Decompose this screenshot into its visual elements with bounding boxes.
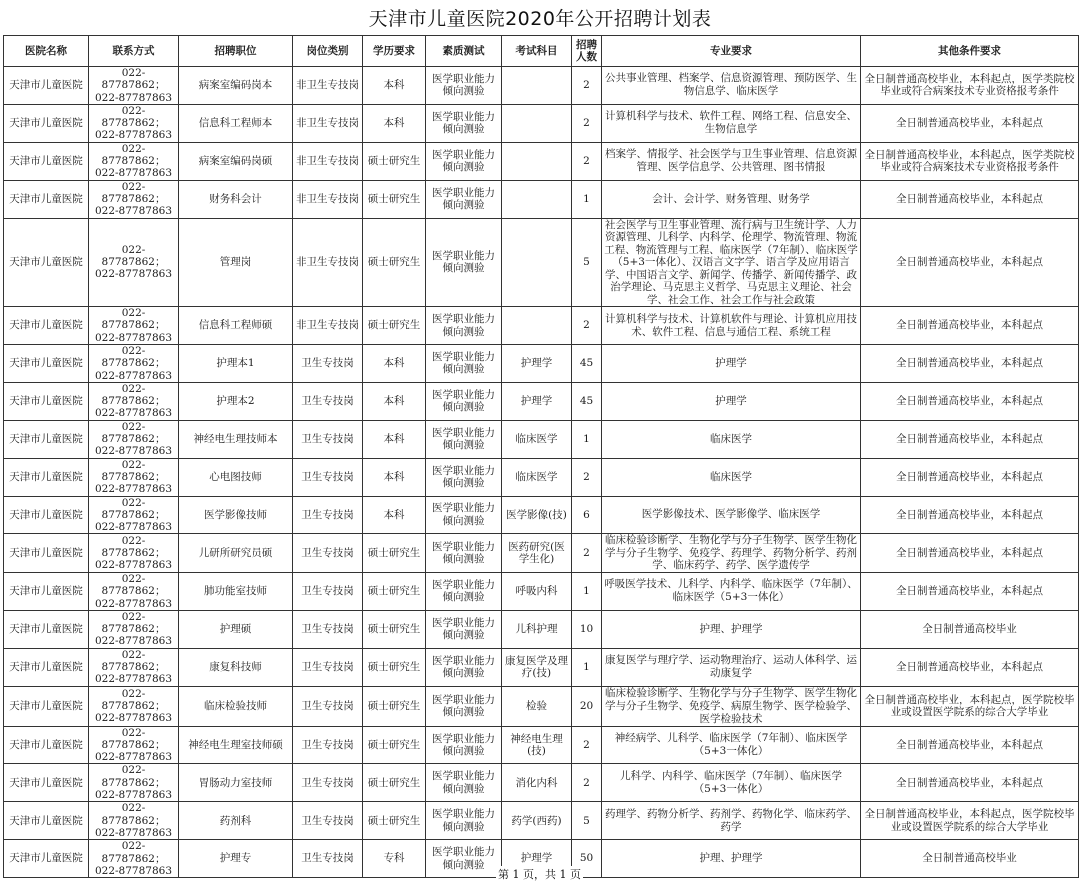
cell-education: 本科 <box>363 420 426 458</box>
cell-count: 50 <box>572 840 602 878</box>
cell-major: 计算机科学与技术、软件工程、网络工程、信息安全、生物信息学 <box>602 104 861 142</box>
cell-subject: 护理学 <box>502 344 572 382</box>
cell-count: 2 <box>572 67 602 105</box>
cell-hospital: 天津市儿童医院 <box>4 218 89 307</box>
cell-major: 档案学、情报学、社会医学与卫生事业管理、信息资源管理、医学信息学、公共管理、图书情报 <box>602 142 861 180</box>
cell-position: 财务科会计 <box>179 180 293 218</box>
cell-subject: 检验 <box>502 686 572 726</box>
col-header-count: 招聘人数 <box>572 36 602 67</box>
cell-contact: 022-87787862；022-87787863 <box>89 610 179 648</box>
cell-position: 神经电生理技师本 <box>179 420 293 458</box>
cell-position: 药剂科 <box>179 802 293 840</box>
table-row <box>4 420 1079 458</box>
cell-test: 医学职业能力倾向测验 <box>426 420 502 458</box>
cell-test: 医学职业能力倾向测验 <box>426 534 502 573</box>
cell-test: 医学职业能力倾向测验 <box>426 840 502 878</box>
cell-count: 1 <box>572 572 602 610</box>
cell-education: 硕士研究生 <box>363 572 426 610</box>
cell-category: 非卫生专技岗 <box>293 104 363 142</box>
cell-category: 卫生专技岗 <box>293 802 363 840</box>
cell-test: 医学职业能力倾向测验 <box>426 218 502 307</box>
cell-contact: 022-87787862；022-87787863 <box>89 67 179 105</box>
cell-contact: 022-87787862；022-87787863 <box>89 802 179 840</box>
cell-contact: 022-87787862；022-87787863 <box>89 420 179 458</box>
cell-count: 1 <box>572 420 602 458</box>
cell-count: 6 <box>572 496 602 534</box>
cell-hospital: 天津市儿童医院 <box>4 382 89 420</box>
header-row <box>4 36 1079 67</box>
cell-category: 卫生专技岗 <box>293 496 363 534</box>
cell-count: 2 <box>572 307 602 345</box>
cell-other: 全日制普通高校毕业，本科起点，医学类院校毕业或符合病案技术专业资格报考条件 <box>861 67 1079 105</box>
cell-hospital: 天津市儿童医院 <box>4 802 89 840</box>
cell-major: 临床医学 <box>602 458 861 496</box>
cell-position: 康复科技师 <box>179 648 293 686</box>
cell-major: 药理学、药物分析学、药剂学、药物化学、临床药学、药学 <box>602 802 861 840</box>
cell-category: 卫生专技岗 <box>293 764 363 802</box>
cell-position: 护理本2 <box>179 382 293 420</box>
cell-education: 硕士研究生 <box>363 218 426 307</box>
cell-test: 医学职业能力倾向测验 <box>426 67 502 105</box>
col-header-other: 其他条件要求 <box>861 36 1079 67</box>
cell-count: 20 <box>572 686 602 726</box>
cell-contact: 022-87787862；022-87787863 <box>89 648 179 686</box>
cell-other: 全日制普通高校毕业，本科起点，医学类院校毕业或符合病案技术专业资格报考条件 <box>861 142 1079 180</box>
col-header-education: 学历要求 <box>363 36 426 67</box>
cell-hospital: 天津市儿童医院 <box>4 726 89 764</box>
table-row <box>4 686 1079 726</box>
cell-subject: 儿科护理 <box>502 610 572 648</box>
cell-other: 全日制普通高校毕业，本科起点 <box>861 382 1079 420</box>
col-header-category: 岗位类别 <box>293 36 363 67</box>
cell-other: 全日制普通高校毕业，本科起点，医学院校毕业或设置医学院系的综合大学毕业 <box>861 802 1079 840</box>
cell-category: 非卫生专技岗 <box>293 307 363 345</box>
cell-position: 医学影像技师 <box>179 496 293 534</box>
cell-major: 临床检验诊断学、生物化学与分子生物学、医学生物化学与分子生物学、免疫学、药理学、药物分析学、药剂学、临床药学、药学、医学遗传学 <box>602 534 861 573</box>
cell-count: 1 <box>572 648 602 686</box>
cell-other: 全日制普通高校毕业，本科起点 <box>861 764 1079 802</box>
cell-major: 儿科学、内科学、临床医学（7年制）、临床医学（5+3一体化） <box>602 764 861 802</box>
cell-hospital: 天津市儿童医院 <box>4 610 89 648</box>
cell-contact: 022-87787862；022-87787863 <box>89 382 179 420</box>
cell-other: 全日制普通高校毕业，本科起点 <box>861 420 1079 458</box>
cell-education: 硕士研究生 <box>363 726 426 764</box>
cell-other: 全日制普通高校毕业，本科起点 <box>861 218 1079 307</box>
cell-test: 医学职业能力倾向测验 <box>426 686 502 726</box>
cell-test: 医学职业能力倾向测验 <box>426 726 502 764</box>
cell-test: 医学职业能力倾向测验 <box>426 610 502 648</box>
cell-category: 卫生专技岗 <box>293 458 363 496</box>
cell-count: 2 <box>572 104 602 142</box>
cell-education: 硕士研究生 <box>363 180 426 218</box>
cell-hospital: 天津市儿童医院 <box>4 307 89 345</box>
cell-hospital: 天津市儿童医院 <box>4 534 89 573</box>
cell-hospital: 天津市儿童医院 <box>4 67 89 105</box>
cell-hospital: 天津市儿童医院 <box>4 840 89 878</box>
cell-position: 护理本1 <box>179 344 293 382</box>
cell-test: 医学职业能力倾向测验 <box>426 382 502 420</box>
cell-position: 心电图技师 <box>179 458 293 496</box>
cell-subject: 临床医学 <box>502 458 572 496</box>
cell-hospital: 天津市儿童医院 <box>4 420 89 458</box>
table-row <box>4 648 1079 686</box>
cell-test: 医学职业能力倾向测验 <box>426 142 502 180</box>
cell-education: 硕士研究生 <box>363 764 426 802</box>
cell-position: 病案室编码岗本 <box>179 67 293 105</box>
cell-position: 肺功能室技师 <box>179 572 293 610</box>
cell-subject: 药学(西药) <box>502 802 572 840</box>
cell-major: 护理学 <box>602 382 861 420</box>
table-row <box>4 764 1079 802</box>
cell-subject: 护理学 <box>502 840 572 878</box>
cell-subject: 呼吸内科 <box>502 572 572 610</box>
cell-position: 临床检验技师 <box>179 686 293 726</box>
cell-count: 2 <box>572 726 602 764</box>
cell-education: 本科 <box>363 104 426 142</box>
cell-subject <box>502 180 572 218</box>
cell-education: 硕士研究生 <box>363 802 426 840</box>
cell-other: 全日制普通高校毕业，本科起点 <box>861 648 1079 686</box>
table-row <box>4 180 1079 218</box>
cell-contact: 022-87787862；022-87787863 <box>89 840 179 878</box>
table-row <box>4 496 1079 534</box>
cell-contact: 022-87787862；022-87787863 <box>89 534 179 573</box>
table-row <box>4 142 1079 180</box>
page-indicator: 第 1 页，共 1 页 <box>498 868 581 881</box>
cell-count: 5 <box>572 218 602 307</box>
cell-test: 医学职业能力倾向测验 <box>426 572 502 610</box>
cell-count: 2 <box>572 458 602 496</box>
cell-other: 全日制普通高校毕业，本科起点 <box>861 726 1079 764</box>
cell-hospital: 天津市儿童医院 <box>4 344 89 382</box>
cell-test: 医学职业能力倾向测验 <box>426 344 502 382</box>
document-title: 天津市儿童医院2020年公开招聘计划表 <box>368 8 712 30</box>
cell-hospital: 天津市儿童医院 <box>4 104 89 142</box>
cell-contact: 022-87787862；022-87787863 <box>89 307 179 345</box>
cell-count: 10 <box>572 610 602 648</box>
cell-count: 2 <box>572 764 602 802</box>
table-row <box>4 802 1079 840</box>
cell-category: 卫生专技岗 <box>293 344 363 382</box>
cell-subject: 消化内科 <box>502 764 572 802</box>
cell-subject <box>502 104 572 142</box>
cell-hospital: 天津市儿童医院 <box>4 764 89 802</box>
cell-major: 医学影像技术、医学影像学、临床医学 <box>602 496 861 534</box>
cell-hospital: 天津市儿童医院 <box>4 458 89 496</box>
cell-other: 全日制普通高校毕业，本科起点 <box>861 180 1079 218</box>
cell-hospital: 天津市儿童医院 <box>4 180 89 218</box>
table-row <box>4 344 1079 382</box>
cell-category: 卫生专技岗 <box>293 726 363 764</box>
cell-hospital: 天津市儿童医院 <box>4 686 89 726</box>
cell-education: 本科 <box>363 344 426 382</box>
cell-major: 护理、护理学 <box>602 610 861 648</box>
cell-category: 非卫生专技岗 <box>293 180 363 218</box>
cell-subject: 临床医学 <box>502 420 572 458</box>
cell-subject <box>502 307 572 345</box>
cell-category: 卫生专技岗 <box>293 648 363 686</box>
cell-test: 医学职业能力倾向测验 <box>426 764 502 802</box>
cell-subject: 医药研究(医学生化) <box>502 534 572 573</box>
cell-other: 全日制普通高校毕业 <box>861 610 1079 648</box>
cell-test: 医学职业能力倾向测验 <box>426 648 502 686</box>
cell-test: 医学职业能力倾向测验 <box>426 458 502 496</box>
cell-major: 会计、会计学、财务管理、财务学 <box>602 180 861 218</box>
table-row <box>4 104 1079 142</box>
cell-other: 全日制普通高校毕业，本科起点 <box>861 496 1079 534</box>
cell-hospital: 天津市儿童医院 <box>4 142 89 180</box>
cell-contact: 022-87787862；022-87787863 <box>89 142 179 180</box>
cell-contact: 022-87787862；022-87787863 <box>89 458 179 496</box>
cell-education: 本科 <box>363 67 426 105</box>
cell-subject: 医学影像(技) <box>502 496 572 534</box>
col-header-hospital: 医院名称 <box>4 36 89 67</box>
cell-position: 神经电生理室技师硕 <box>179 726 293 764</box>
cell-major: 护理学 <box>602 344 861 382</box>
col-header-position: 招聘职位 <box>179 36 293 67</box>
cell-category: 非卫生专技岗 <box>293 142 363 180</box>
cell-position: 护理专 <box>179 840 293 878</box>
cell-category: 卫生专技岗 <box>293 572 363 610</box>
cell-position: 病案室编码岗硕 <box>179 142 293 180</box>
recruitment-plan-table <box>3 35 1079 878</box>
cell-major: 社会医学与卫生事业管理、流行病与卫生统计学、人力资源管理、儿科学、内科学、伦理学、物流管理、物流工程、物流管理与工程、临床医学（7年制）、临床医学（5+3一体化）、汉语言文字学、语言学及应用语言学、中国语言文学、新闻学、传播学、新闻传播学、政治学理论、马克思主义哲学、马克思主义理论、社会学、社会工作、社会工作与社会政策 <box>602 218 861 307</box>
cell-education: 硕士研究生 <box>363 610 426 648</box>
cell-category: 卫生专技岗 <box>293 382 363 420</box>
cell-position: 护理硕 <box>179 610 293 648</box>
cell-subject: 康复医学及理疗(技) <box>502 648 572 686</box>
cell-position: 信息科工程师本 <box>179 104 293 142</box>
cell-other: 全日制普通高校毕业，本科起点 <box>861 344 1079 382</box>
cell-test: 医学职业能力倾向测验 <box>426 307 502 345</box>
cell-other: 全日制普通高校毕业 <box>861 840 1079 878</box>
cell-count: 1 <box>572 180 602 218</box>
cell-count: 45 <box>572 382 602 420</box>
col-header-test: 素质测试 <box>426 36 502 67</box>
table-row <box>4 382 1079 420</box>
cell-education: 硕士研究生 <box>363 686 426 726</box>
cell-subject <box>502 67 572 105</box>
cell-count: 2 <box>572 142 602 180</box>
cell-contact: 022-87787862；022-87787863 <box>89 572 179 610</box>
cell-position: 胃肠动力室技师 <box>179 764 293 802</box>
cell-category: 非卫生专技岗 <box>293 67 363 105</box>
table-row <box>4 726 1079 764</box>
cell-contact: 022-87787862；022-87787863 <box>89 764 179 802</box>
cell-contact: 022-87787862；022-87787863 <box>89 104 179 142</box>
cell-count: 2 <box>572 534 602 573</box>
cell-major: 康复医学与理疗学、运动物理治疗、运动人体科学、运动康复学 <box>602 648 861 686</box>
cell-other: 全日制普通高校毕业，本科起点 <box>861 104 1079 142</box>
cell-contact: 022-87787862；022-87787863 <box>89 344 179 382</box>
cell-count: 45 <box>572 344 602 382</box>
table-row <box>4 458 1079 496</box>
cell-major: 呼吸医学技术、儿科学、内科学、临床医学（7年制）、临床医学（5+3一体化） <box>602 572 861 610</box>
cell-education: 本科 <box>363 496 426 534</box>
table-row <box>4 307 1079 345</box>
table-row <box>4 67 1079 105</box>
cell-contact: 022-87787862；022-87787863 <box>89 496 179 534</box>
cell-other: 全日制普通高校毕业，本科起点 <box>861 534 1079 573</box>
col-header-subject: 考试科目 <box>502 36 572 67</box>
cell-subject <box>502 218 572 307</box>
cell-category: 卫生专技岗 <box>293 686 363 726</box>
table-row <box>4 572 1079 610</box>
cell-test: 医学职业能力倾向测验 <box>426 802 502 840</box>
cell-education: 硕士研究生 <box>363 307 426 345</box>
cell-position: 信息科工程师硕 <box>179 307 293 345</box>
cell-category: 非卫生专技岗 <box>293 218 363 307</box>
cell-count: 5 <box>572 802 602 840</box>
cell-education: 专科 <box>363 840 426 878</box>
cell-education: 硕士研究生 <box>363 534 426 573</box>
cell-major: 临床检验诊断学、生物化学与分子生物学、医学生物化学与分子生物学、免疫学、病原生物学、医学检验学、医学检验技术 <box>602 686 861 726</box>
table-row <box>4 534 1079 573</box>
cell-category: 卫生专技岗 <box>293 420 363 458</box>
cell-major: 神经病学、儿科学、临床医学（7年制）、临床医学（5+3一体化） <box>602 726 861 764</box>
cell-category: 卫生专技岗 <box>293 840 363 878</box>
cell-major: 护理、护理学 <box>602 840 861 878</box>
cell-education: 本科 <box>363 382 426 420</box>
cell-hospital: 天津市儿童医院 <box>4 648 89 686</box>
cell-contact: 022-87787862；022-87787863 <box>89 686 179 726</box>
cell-education: 硕士研究生 <box>363 648 426 686</box>
cell-other: 全日制普通高校毕业，本科起点 <box>861 458 1079 496</box>
cell-category: 卫生专技岗 <box>293 534 363 573</box>
cell-test: 医学职业能力倾向测验 <box>426 104 502 142</box>
cell-major: 计算机科学与技术、计算机软件与理论、计算机应用技术、软件工程、信息与通信工程、系统工程 <box>602 307 861 345</box>
cell-hospital: 天津市儿童医院 <box>4 496 89 534</box>
cell-position: 儿研所研究员硕 <box>179 534 293 573</box>
cell-contact: 022-87787862；022-87787863 <box>89 218 179 307</box>
cell-contact: 022-87787862；022-87787863 <box>89 726 179 764</box>
cell-other: 全日制普通高校毕业，本科起点 <box>861 572 1079 610</box>
cell-major: 公共事业管理、档案学、信息资源管理、预防医学、生物信息学、临床医学 <box>602 67 861 105</box>
cell-contact: 022-87787862；022-87787863 <box>89 180 179 218</box>
cell-education: 本科 <box>363 458 426 496</box>
cell-major: 临床医学 <box>602 420 861 458</box>
cell-test: 医学职业能力倾向测验 <box>426 180 502 218</box>
table-row <box>4 218 1079 307</box>
table-row <box>4 610 1079 648</box>
cell-subject <box>502 142 572 180</box>
cell-other: 全日制普通高校毕业，本科起点 <box>861 307 1079 345</box>
cell-position: 管理岗 <box>179 218 293 307</box>
cell-other: 全日制普通高校毕业，本科起点，医学院校毕业或设置医学院系的综合大学毕业 <box>861 686 1079 726</box>
cell-subject: 神经电生理(技) <box>502 726 572 764</box>
cell-subject: 护理学 <box>502 382 572 420</box>
col-header-major: 专业要求 <box>602 36 861 67</box>
cell-education: 硕士研究生 <box>363 142 426 180</box>
cell-test: 医学职业能力倾向测验 <box>426 496 502 534</box>
cell-hospital: 天津市儿童医院 <box>4 572 89 610</box>
col-header-contact: 联系方式 <box>89 36 179 67</box>
cell-category: 卫生专技岗 <box>293 610 363 648</box>
